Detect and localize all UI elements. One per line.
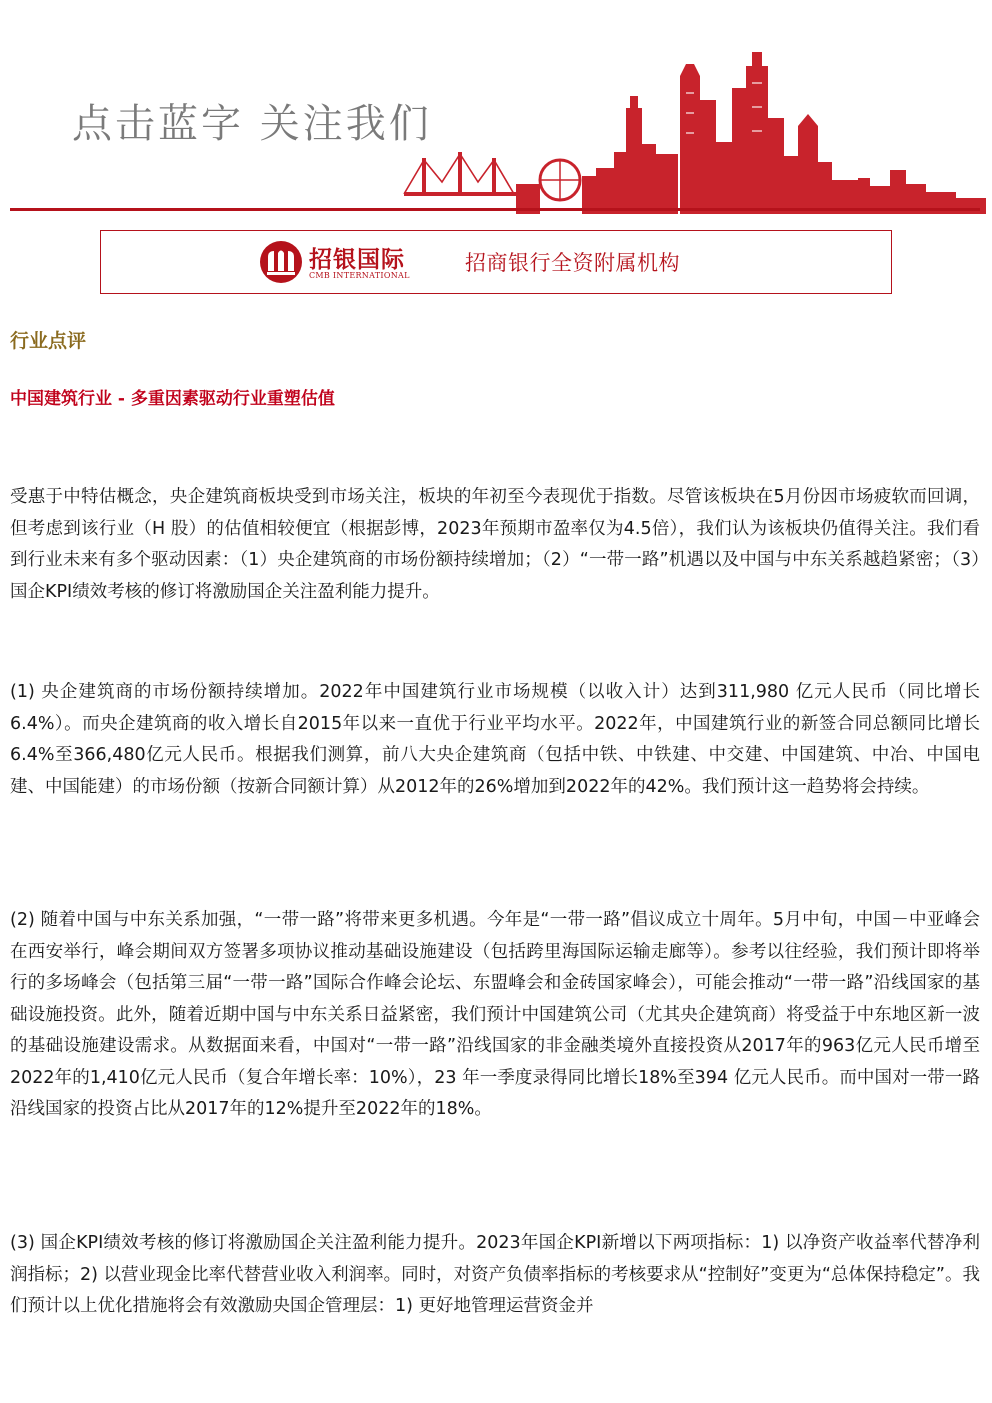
paragraph-point-1: (1) 央企建筑商的市场份额持续增加。2022年中国建筑行业市场规模（以收入计）达到311,980 亿元人民币（同比增长6.4%）。而央企建筑商的收入增长自2015年以来一直优于行业平均水平。2022年，中国建筑行业的新签合同总额同比增长6.4%至366,480亿元人民币。根据我们测算，前八大央企建筑商（包括中铁、中铁建、中交建、中国建筑、中冶、中国电建、中国能建）的市场份额（按新合同额计算）从2012年的26%增加到2022年的42%。我们预计这一趋势将会持续。 — [10, 682, 980, 797]
section-label: 行业点评 — [10, 330, 87, 352]
report-title: 中国建筑行业 - 多重因素驱动行业重塑估值 — [10, 389, 335, 409]
city-skyline-icon — [396, 52, 986, 214]
brand-name-en: CMB INTERNATIONAL — [309, 271, 410, 280]
cmb-logo-icon — [259, 240, 303, 284]
institution-banner[interactable] — [100, 230, 892, 294]
banner-tagline: 招商银行全资附属机构 — [465, 251, 680, 275]
paragraph-intro: 受惠于中特估概念，央企建筑商板块受到市场关注，板块的年初至今表现优于指数。尽管该板块在5月份因市场疲软而回调，但考虑到该行业（H 股）的估值相较便宜（根据彭博，2023年预期市盈率仅为4.5倍），我们认为该板块仍值得关注。我们看到行业未来有多个驱动因素：（1）央企建筑商的市场份额持续增加；（2）“一带一路”机遇以及中国与中东关系越趋紧密；（3）国企KPI绩效考核的修订将激励国企关注盈利能力提升。 — [10, 487, 980, 602]
follow-us-title[interactable]: 点击蓝字 关注我们 — [72, 101, 432, 147]
paragraph-point-2: (2) 随着中国与中东关系加强，“一带一路”将带来更多机遇。今年是“一带一路”倡议成立十周年。5月中旬，中国－中亚峰会在西安举行，峰会期间双方签署多项协议推动基础设施建设（包括跨里海国际运输走廊等）。参考以往经验，我们预计即将举行的多场峰会（包括第三届“一带一路”国际合作峰会论坛、东盟峰会和金砖国家峰会），可能会推动“一带一路”沿线国家的基础设施投资。此外，随着近期中国与中东关系日益紧密，我们预计中国建筑公司（尤其央企建筑商）将受益于中东地区新一波的基础设施建设需求。从数据面来看，中国对“一带一路”沿线国家的非金融类境外直接投资从2017年的963亿元人民币增至2022年的1,410亿元人民币（复合年增长率：10%），23 年一季度录得同比增长18%至394 亿元人民币。而中国对一带一路沿线国家的投资占比从2017年的12%提升至2022年的18%。 — [10, 910, 980, 1119]
paragraph-point-3: (3) 国企KPI绩效考核的修订将激励国企关注盈利能力提升。2023年国企KPI新增以下两项指标：1) 以净资产收益率代替净利润指标；2) 以营业现金比率代替营业收入利润率。同时，对资产负债率指标的考核要求从“控制好”变更为“总体保持稳定”。我们预计以上优化措施将会有效激励央国企管理层：1) 更好地管理运营资金并 — [10, 1233, 980, 1316]
brand-name-cn: 招银国际 — [309, 247, 405, 273]
header-divider — [10, 208, 980, 211]
page-header — [0, 0, 992, 214]
